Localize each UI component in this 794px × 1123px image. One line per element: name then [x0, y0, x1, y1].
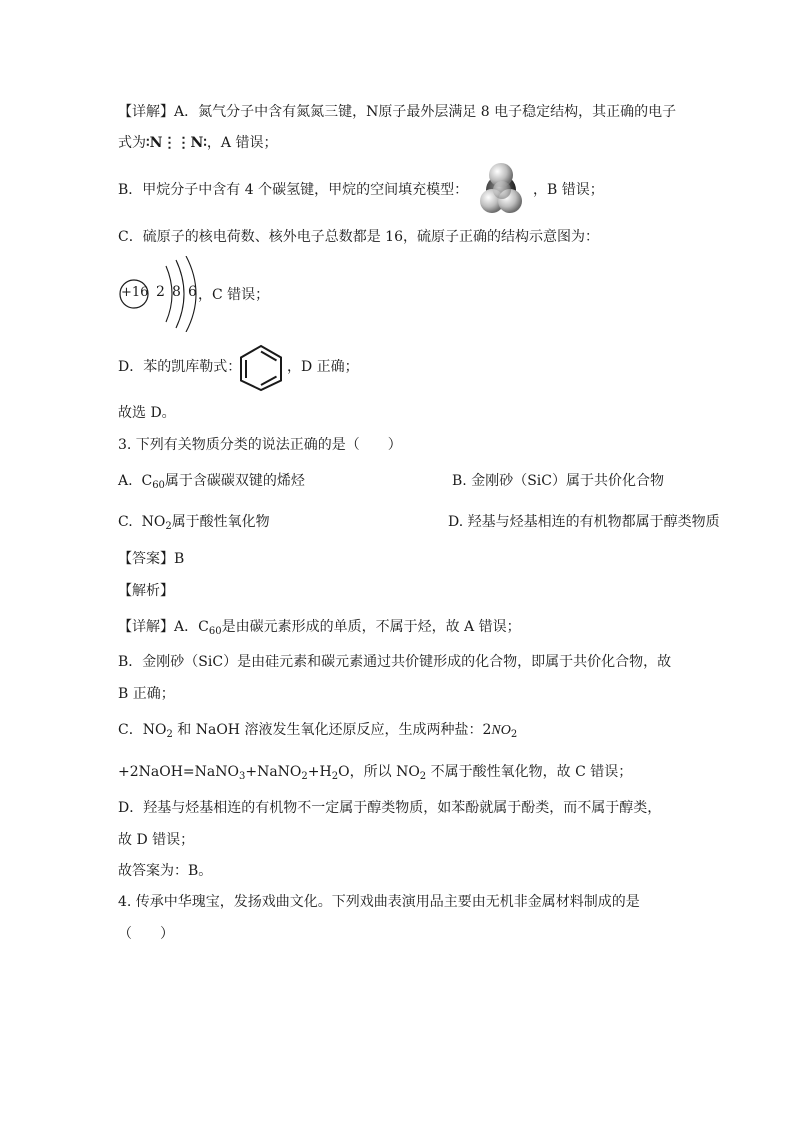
option-a: A. $C_{60}$属于含碳碳双键的烯烃 [118, 473, 305, 491]
benzene-kekule-structure [238, 344, 284, 392]
explanation-conclusion: 故选 D。 [118, 405, 176, 421]
q3-explanation-a: 【详解】A．$C_{60}$是由碳元素形成的单质，不属于烃，故 A 错误； [118, 619, 521, 637]
methane-model-graphic [472, 161, 530, 219]
nitrogen-electron-formula: ∶N⋮⋮N∶ [146, 135, 207, 151]
q3-explanation-c-line2: $+2NaOH=NaNO_3+NaNO_2+H_2O$，所以 $NO_2$ 不属于酸性氧化物，故 C 错误； [118, 764, 633, 782]
explanation-c-post: ，C 错误； [198, 287, 270, 303]
question-4-stem-line1: 4. 传承中华瑰宝，发扬戏曲文化。下列戏曲表演用品主要由无机非金属材料制成的是 [118, 894, 640, 910]
q3-explanation-d-line2: 故 D 错误； [118, 832, 195, 848]
shell-3-electrons: 6 [188, 284, 197, 300]
explanation-b-post: ，B 错误； [533, 182, 604, 198]
question-4-stem-line2: （ ） [118, 926, 174, 942]
methane-space-filling-model [472, 161, 530, 219]
question-3-options-ab [118, 470, 678, 492]
explanation-d-post: ，D 正确； [287, 359, 359, 375]
question-3-stem: 3. 下列有关物质分类的说法正确的是（ ） [118, 437, 402, 453]
shell-2-electrons: 8 [172, 284, 181, 300]
shell-1-electrons: 2 [156, 284, 165, 300]
q3-explanation-b-line2: B 正确； [118, 686, 175, 702]
q3-explanation-b-line1: B．金刚砂（SiC）是由硅元素和碳元素通过共价键形成的化合物，即属于共价化合物，故 [118, 654, 672, 670]
answer-label: 【答案】B [118, 551, 185, 567]
explanation-d-line: D．苯的凯库勒式： [118, 359, 242, 375]
analysis-label: 【解析】 [118, 583, 174, 599]
option-d: D. 羟基与烃基相连的有机物都属于醇类物质 [448, 514, 720, 530]
option-c: C. $NO_2$属于酸性氧化物 [118, 514, 270, 532]
explanation-b-line: B．甲烷分子中含有 4 个碳氢键，甲烷的空间填充模型： [118, 182, 469, 198]
question-3-options-cd [118, 511, 720, 533]
explanation-a-line1: 【详解】A．氮气分子中含有氮氮三键，N原子最外层满足 8 电子稳定结构，其正确的电子 [118, 104, 677, 120]
explanation-a-line2: 式为∶N⋮⋮N∶，A 错误； [118, 135, 278, 151]
option-b: B. 金刚砂（SiC）属于共价化合物 [452, 473, 664, 489]
explanation-c-line: C．硫原子的核电荷数、核外电子总数都是 16，硫原子正确的结构示意图为： [118, 229, 599, 245]
q3-explanation-d-line1: D．羟基与烃基相连的有机物不一定属于醇类物质，如苯酚就属于酚类，而不属于醇类， [118, 800, 662, 816]
sulfur-atom-structure-diagram [118, 256, 204, 332]
nucleus-charge: +16 [121, 285, 149, 300]
q3-explanation-c-line1: C．$NO_2$ 和 NaOH 溶液发生氧化还原反应，生成两种盐：$2NO_2$ [118, 722, 518, 740]
q3-conclusion: 故答案为：B。 [118, 863, 213, 879]
